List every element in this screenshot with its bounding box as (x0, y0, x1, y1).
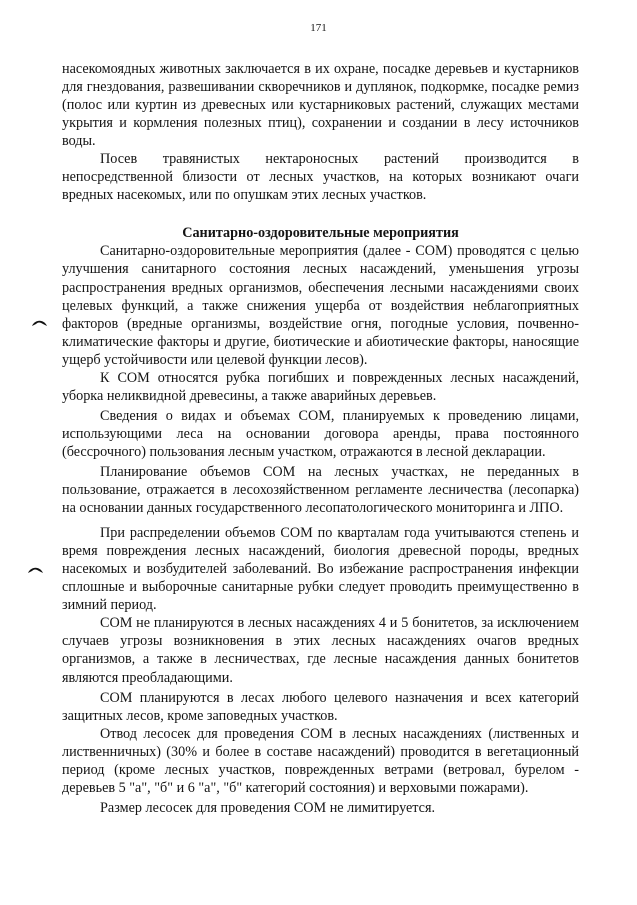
paragraph-som-definition: Санитарно-оздоровительные мероприятия (далее - СОМ) проводятся с целью улучшения санитарного состояния лесных насаждений, уменьшения угрозы распространения вредных организмов, обеспечения лесными насаждениями своих целевых функций, а также снижения ущерба от воздействия неблагоприятных факторов (вредные организмы, воздействие огня, погодные условия, почвенно-климатические факторы и другие, биотические и абиотические факторы, наносящие ущерб устойчивости или целевой функции лесов). (62, 243, 579, 368)
paragraph-som-bonitet: СОМ не планируются в лесных насаждениях 4 и 5 бонитетов, за исключением случаев угрозы возникновения в этих лесных насаждениях очагов вредных организмов, а также в лесничествах, где лесные насаждения данных бонитетов являются преобладающими. (62, 615, 579, 686)
paragraph-som-includes: К СОМ относятся рубка погибших и поврежденных лесных насаждений, уборка неликвидной древесины, а также аварийных деревьев. (62, 369, 579, 404)
paragraph-som-size: Размер лесосек для проведения СОМ не лимитируется. (100, 799, 436, 816)
document-body (62, 60, 579, 817)
binding-hole-icon (27, 565, 44, 574)
paragraph-som-planning: Планирование объемов СОМ на лесных участках, не переданных в пользование, отражается в лесохозяйственном регламенте лесничества (лесопарка) на основании данных государственного лесопатологического мониторинга и ЛПО. (62, 463, 579, 517)
binding-hole-mark-upper (31, 318, 48, 327)
paragraph-nectar-plants: Посев травянистых нектароносных растений производится в непосредственной близости от лесных участков, на которых возникают очаги вредных насекомых, или по опушкам этих лесных участков. (62, 151, 579, 204)
paragraph-som-distribution: При распределении объемов СОМ по кварталам года учитываются степень и время повреждения лесных насаждений, биология древесной породы, вредных насекомых и возбудителей заболеваний. Во избежание распространения инфекции сплошные и выборочные санитарные рубки следует проводить преимущественно в зимний период. (62, 525, 579, 614)
section-heading: Санитарно-оздоровительные мероприятия (182, 225, 459, 242)
page-number: 171 (310, 22, 327, 34)
paragraph-som-forests: СОМ планируются в лесах любого целевого назначения и всех категорий защитных лесов, кроме заповедных участков. (62, 689, 579, 724)
binding-hole-icon (31, 318, 48, 327)
paragraph-som-declaration: Сведения о видах и объемах СОМ, планируемых к проведению лицами, использующими леса на основании договора аренды, права постоянного (бессрочного) пользования лесным участком, отражаются в лесной декларации. (62, 407, 579, 460)
binding-hole-mark-lower (27, 565, 44, 574)
paragraph-continuation: насекомоядных животных заключается в их охране, посадке деревьев и кустарников для гнездования, развешивании скворечников и дуплянок, подкормке, посадке ремиз (полос или куртин из древесных или кустарниковых растений, служащих местами укрытия и кормления полезных птиц), сохранении и создании в лесу источников воды. (62, 61, 579, 150)
paragraph-som-allotment: Отвод лесосек для проведения СОМ в лесных насаждениях (лиственных и лиственничных) (30% и более в составе насаждений) проводится в вегетационный период (кроме лесных участков, поврежденных ветрами (ветровал, бурелом - деревьев 5 "а", "б" и 6 "а", "б" категорий состояния) и верховыми пожарами). (62, 725, 579, 796)
